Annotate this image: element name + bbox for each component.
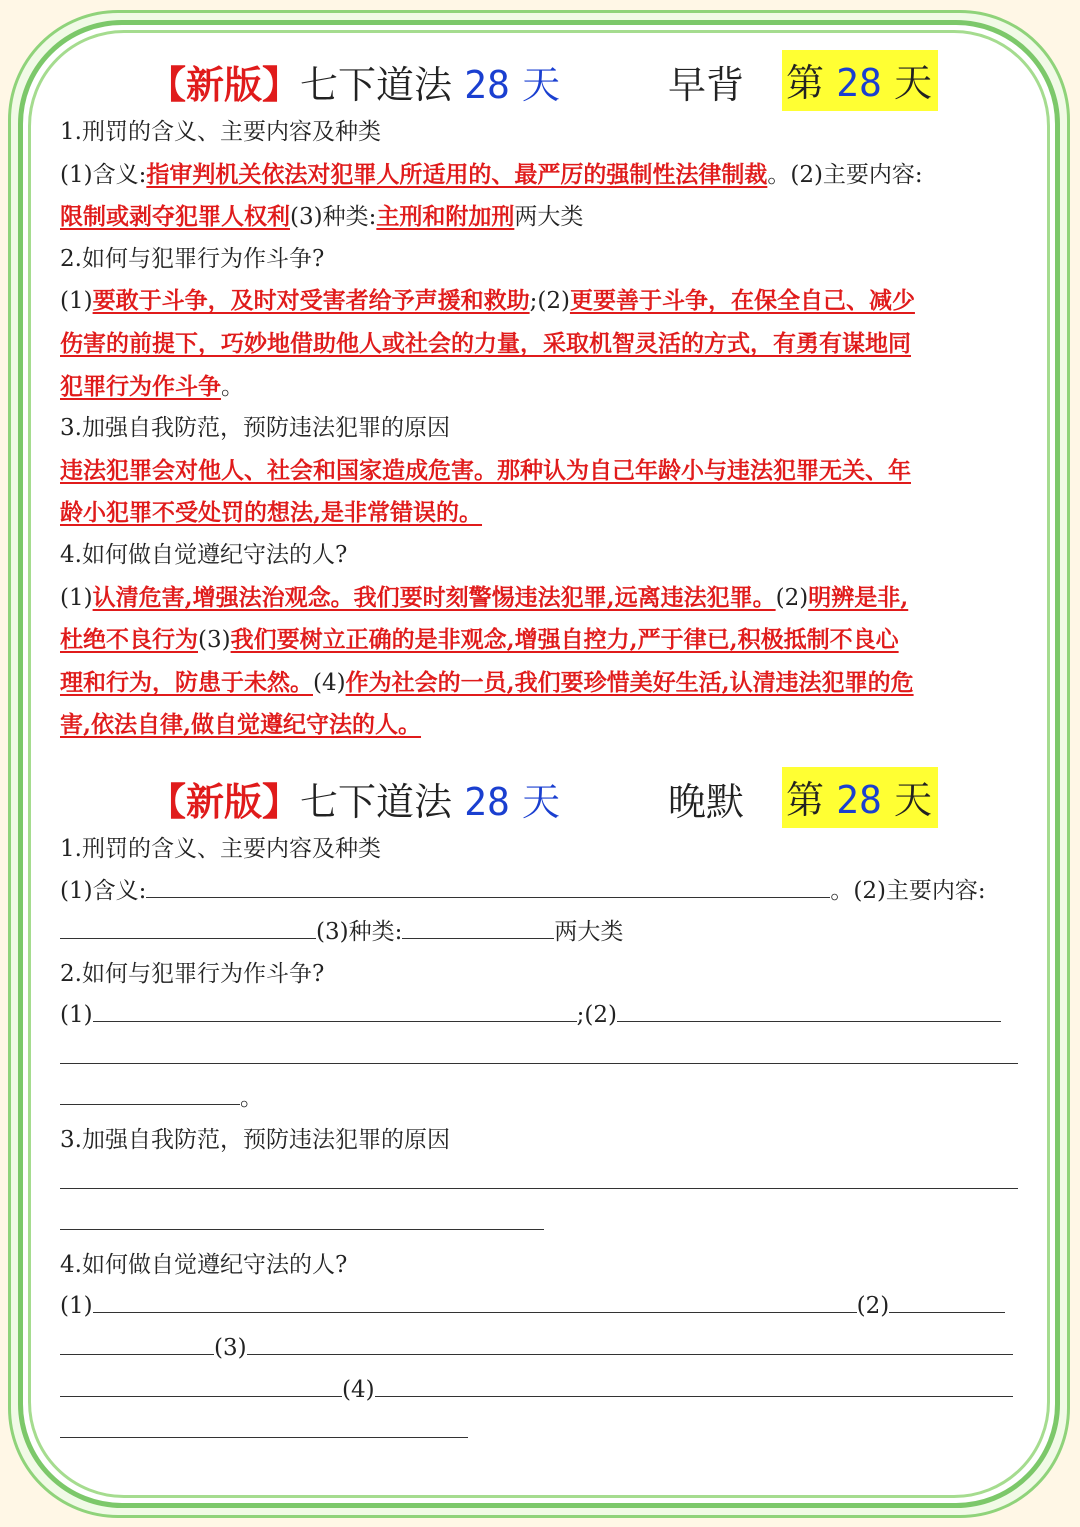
title-bracket: 【新版】 bbox=[148, 778, 301, 824]
q4-line4 bbox=[60, 704, 1018, 747]
eq4-line3: (4) bbox=[60, 1370, 1018, 1412]
q3-line2 bbox=[60, 492, 1018, 535]
eq4-heading: 4.如何做自觉遵纪守法的人? bbox=[60, 1251, 348, 1278]
title-num: 28 bbox=[464, 63, 510, 107]
title-subject: 七下道法 bbox=[300, 779, 453, 824]
q1-heading: 1.刑罚的含义、主要内容及种类 bbox=[60, 119, 381, 145]
answer: 要敢于斗争，及时对受害者给予声援和救助 bbox=[92, 287, 530, 315]
blank[interactable] bbox=[60, 1041, 1018, 1064]
answer: 限制或剥夺犯罪人权利 bbox=[60, 203, 290, 231]
eq2-line2 bbox=[60, 1037, 1018, 1079]
answer: 认清危害,增强法治观念。我们要时刻警惕违法犯罪,远离违法犯罪。 bbox=[92, 583, 776, 611]
answer: 伤害的前提下，巧妙地借助他人或社会的力量，采取机智灵活的方式，有勇有谋地同 bbox=[60, 329, 911, 357]
title-num: 28 bbox=[464, 779, 510, 824]
answer: 违法犯罪会对他人、社会和国家造成危害。那种认为自己年龄小与违法犯罪无关、年 bbox=[60, 456, 911, 484]
eq4-line2: (3) bbox=[60, 1328, 1018, 1370]
blank[interactable] bbox=[402, 916, 554, 939]
q4-heading: 4.如何做自觉遵纪守法的人? bbox=[60, 541, 348, 568]
blank[interactable] bbox=[60, 1166, 1018, 1189]
eq3-line1 bbox=[60, 1162, 1018, 1204]
blank[interactable] bbox=[617, 999, 1001, 1022]
blank[interactable] bbox=[889, 1290, 1005, 1313]
eq1-line2: (3)种类: 两大类 bbox=[60, 912, 1018, 954]
title-subject: 七下道法 bbox=[300, 63, 453, 107]
eq4-line4 bbox=[60, 1411, 1018, 1453]
blank[interactable] bbox=[60, 1374, 342, 1397]
title-tian: 天 bbox=[521, 63, 560, 107]
blank[interactable] bbox=[60, 1332, 214, 1355]
evening-title bbox=[60, 765, 1018, 829]
eq4-line1: (1) (2) bbox=[60, 1286, 1018, 1328]
q4-line2: 杜绝不良行为(3)我们要树立正确的是非观念,增强自控力,严于律已,积极抵制不良心 bbox=[60, 626, 899, 654]
answer: 指审判机关依法对犯罪人所适用的、最严厉的强制性法律制裁 bbox=[146, 160, 768, 188]
q1-line2: 限制或剥夺犯罪人权利(3)种类:主刑和附加刑两大类 bbox=[60, 203, 584, 231]
blank[interactable] bbox=[60, 1207, 544, 1230]
eq1-line1: (1)含义: 。(2)主要内容: bbox=[60, 871, 1018, 913]
blank[interactable] bbox=[247, 1332, 1013, 1355]
eq3-heading: 3.加强自我防范，预防违法犯罪的原因 bbox=[60, 1127, 450, 1154]
q4-line3: 理和行为，防患于未然。(4)作为社会的一员,我们要珍惜美好生活,认清违法犯罪的危 bbox=[60, 668, 914, 696]
title-tian: 天 bbox=[521, 779, 560, 824]
q4-line1: (1)认清危害,增强法治观念。我们要时刻警惕违法犯罪,远离违法犯罪。(2)明辨是非, bbox=[60, 583, 909, 611]
eq2-line1: (1) ;(2) bbox=[60, 995, 1018, 1037]
eq2-line3: 。 bbox=[60, 1078, 1018, 1120]
blank[interactable] bbox=[93, 999, 577, 1022]
answer: 龄小犯罪不受处罚的想法,是非常错误的。 bbox=[60, 499, 483, 527]
worksheet bbox=[60, 48, 1018, 1453]
day-badge: 第 28 天 bbox=[782, 50, 938, 111]
answer: 害,依法自律,做自觉遵纪守法的人。 bbox=[60, 711, 422, 739]
answer: 理和行为，防患于未然。 bbox=[60, 668, 313, 696]
title-mode: 早背 bbox=[668, 63, 745, 107]
title-mode: 晚默 bbox=[668, 779, 745, 824]
blank[interactable] bbox=[146, 875, 830, 898]
answer: 主刑和附加刑 bbox=[376, 203, 515, 231]
q2-line1: (1)要敢于斗争，及时对受害者给予声援和救助;(2)更要善于斗争，在保全自己、减少 bbox=[60, 287, 915, 315]
eq1-heading: 1.刑罚的含义、主要内容及种类 bbox=[60, 835, 381, 862]
q3-line1 bbox=[60, 450, 1018, 493]
morning-title bbox=[60, 48, 1018, 112]
title-bracket: 【新版】 bbox=[148, 62, 301, 107]
blank[interactable] bbox=[375, 1374, 1013, 1397]
blank[interactable] bbox=[60, 916, 316, 939]
answer: 我们要树立正确的是非观念,增强自控力,严于律已,积极抵制不良心 bbox=[230, 626, 899, 654]
answer: 明辨是非, bbox=[808, 583, 909, 611]
eq3-line2 bbox=[60, 1203, 1018, 1245]
q2-line2 bbox=[60, 323, 1018, 366]
q1-line1: (1)含义:指审判机关依法对犯罪人所适用的、最严厉的强制性法律制裁。(2)主要内容: bbox=[60, 160, 923, 188]
answer: 更要善于斗争，在保全自己、减少 bbox=[569, 287, 915, 315]
q2-line3: 犯罪行为作斗争。 bbox=[60, 372, 244, 400]
day-badge: 第 28 天 bbox=[782, 767, 938, 828]
q3-heading: 3.加强自我防范，预防违法犯罪的原因 bbox=[60, 415, 450, 442]
eq2-heading: 2.如何与犯罪行为作斗争? bbox=[60, 960, 325, 987]
blank[interactable] bbox=[60, 1415, 468, 1438]
answer: 杜绝不良行为 bbox=[60, 626, 198, 654]
blank[interactable] bbox=[93, 1290, 857, 1313]
q2-heading: 2.如何与犯罪行为作斗争? bbox=[60, 245, 325, 272]
answer: 作为社会的一员,我们要珍惜美好生活,认清违法犯罪的危 bbox=[345, 668, 914, 696]
answer: 犯罪行为作斗争 bbox=[60, 372, 221, 400]
blank[interactable] bbox=[60, 1082, 240, 1105]
